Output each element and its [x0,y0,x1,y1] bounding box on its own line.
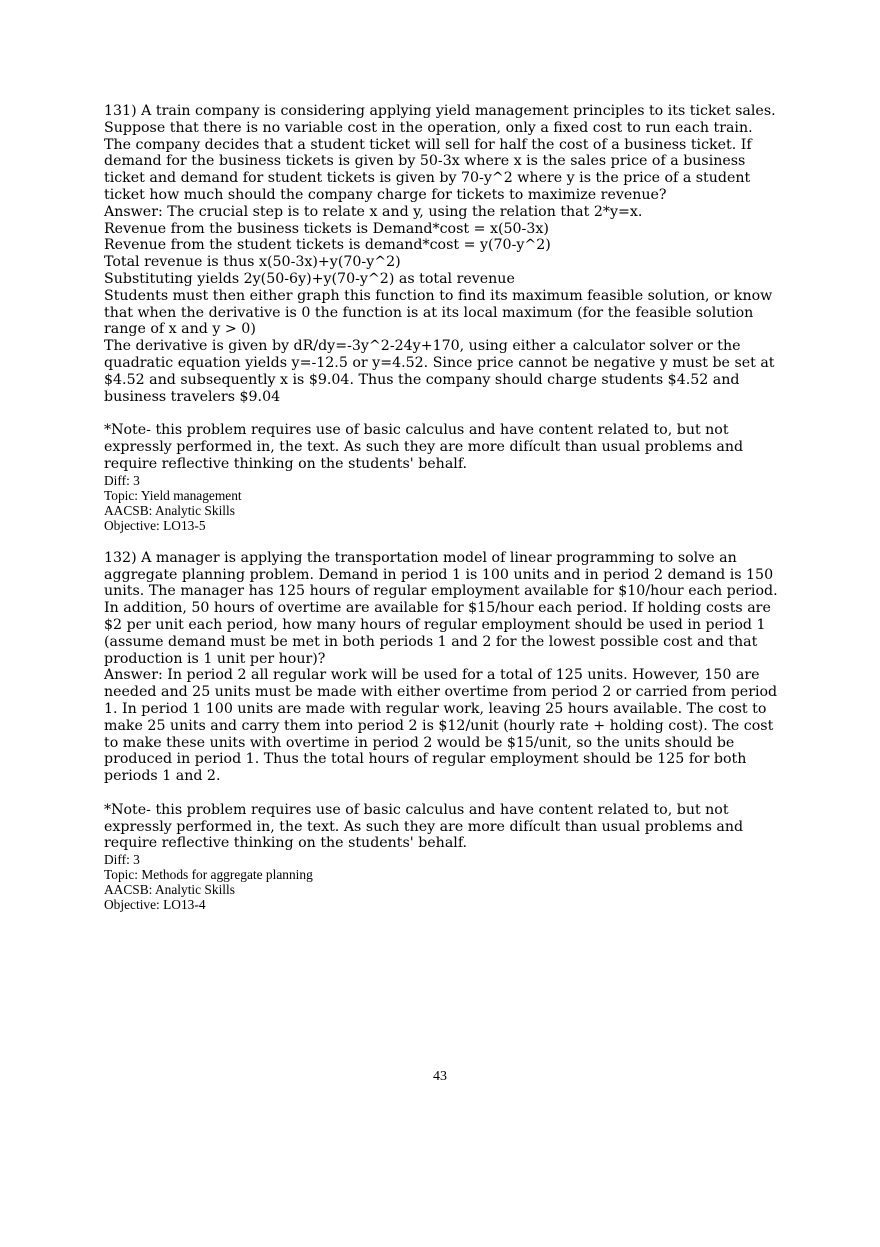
answer-line: Revenue from the student tickets is demand*cost = y(70-y^2) [104,237,551,254]
question-131 [104,103,784,533]
difficulty: Diff: 3 [104,472,140,488]
answer-line: Substituting yields 2y(50-6y)+y(70-y^2) as total revenue [104,270,515,287]
page-number: 43 [433,1069,447,1084]
calculus-note: *Note- this problem requires use of basic calculus and have content related to, but not expressly performed in, the text. As such they are more difícult than usual problems and require reflective thinking on the students' behalf. [104,801,744,852]
question-132 [104,550,784,913]
spacer [104,405,784,422]
topic: Topic: Methods for aggregate planning [104,867,313,883]
objective: Objective: LO13-5 [104,517,206,533]
answer-line: Answer: The crucial step is to relate x and y, using the relation that 2*y=x. [104,203,643,220]
page-content [104,103,784,912]
answer-line: Total revenue is thus x(50-3x)+y(70-y^2) [104,254,401,271]
answer-line: Revenue from the business tickets is Demand*cost = x(50-3x) [104,220,549,237]
question-prompt: 131) A train company is considering applying yield management principles to its ticket sales. Suppose that there is no variable cost in the operation, only a fixed cost to run each train. The company decides that a student ticket will sell for half the cost of a business ticket. If demand for the business tickets is given by 50-3x where x is the sales price of a business ticket and demand for student tickets is given by 70-y^2 where y is the price of a student ticket how much should the company charge for tickets to maximize revenue? [104,103,776,203]
question-prompt: 132) A manager is applying the transportation model of linear programming to solve an aggregate planning problem. Demand in period 1 is 100 units and in period 2 demand is 150 units. The manager has 125 hours of regular employment available for $10/hour each period. In addition, 50 hours of overtime are available for $15/hour each period. If holding costs are $2 per unit each period, how many hours of regular employment should be used in period 1 (assume demand must be met in both periods 1 and 2 for the lowest possible cost and that production is 1 unit per hour)? [104,549,778,667]
answer-line: The derivative is given by dR/dy=-3y^2-24y+170, using either a calculator solver or the quadratic equation yields y=-12.5 or y=4.52. Since price cannot be negative y must be set at $4.52 and subsequently x is $9.04. Thus the company should charge students $4.52 and business travelers $9.04 [104,338,775,405]
calculus-note: *Note- this problem requires use of basic calculus and have content related to, but not expressly performed in, the text. As such they are more difícult than usual problems and require reflective thinking on the students' behalf. [104,422,744,472]
aacsb: AACSB: Analytic Skills [104,882,235,898]
difficulty: Diff: 3 [104,852,140,868]
answer-line: Students must then either graph this function to find its maximum feasible solution, or know that when the derivative is 0 the function is at its local maximum (for the feasible solution range of x and y > 0) [104,287,773,338]
spacer [104,533,784,550]
aacsb: AACSB: Analytic Skills [104,502,235,518]
objective: Objective: LO13-4 [104,897,206,913]
answer-line: Answer: In period 2 all regular work will be used for a total of 125 units. However, 150 are needed and 25 units must be made with either overtime from period 2 or carried from period 1. In period 1 100 units are made with regular work, leaving 25 hours available. The cost to make 25 units and carry them into period 2 is $12/unit (hourly rate + holding cost). The cost to make these units with overtime in period 2 would be $15/unit, so the units should be produced in period 1. Thus the total hours of regular employment should be 125 for both periods 1 and 2. [104,667,778,785]
spacer [104,785,784,802]
topic: Topic: Yield management [104,487,242,503]
